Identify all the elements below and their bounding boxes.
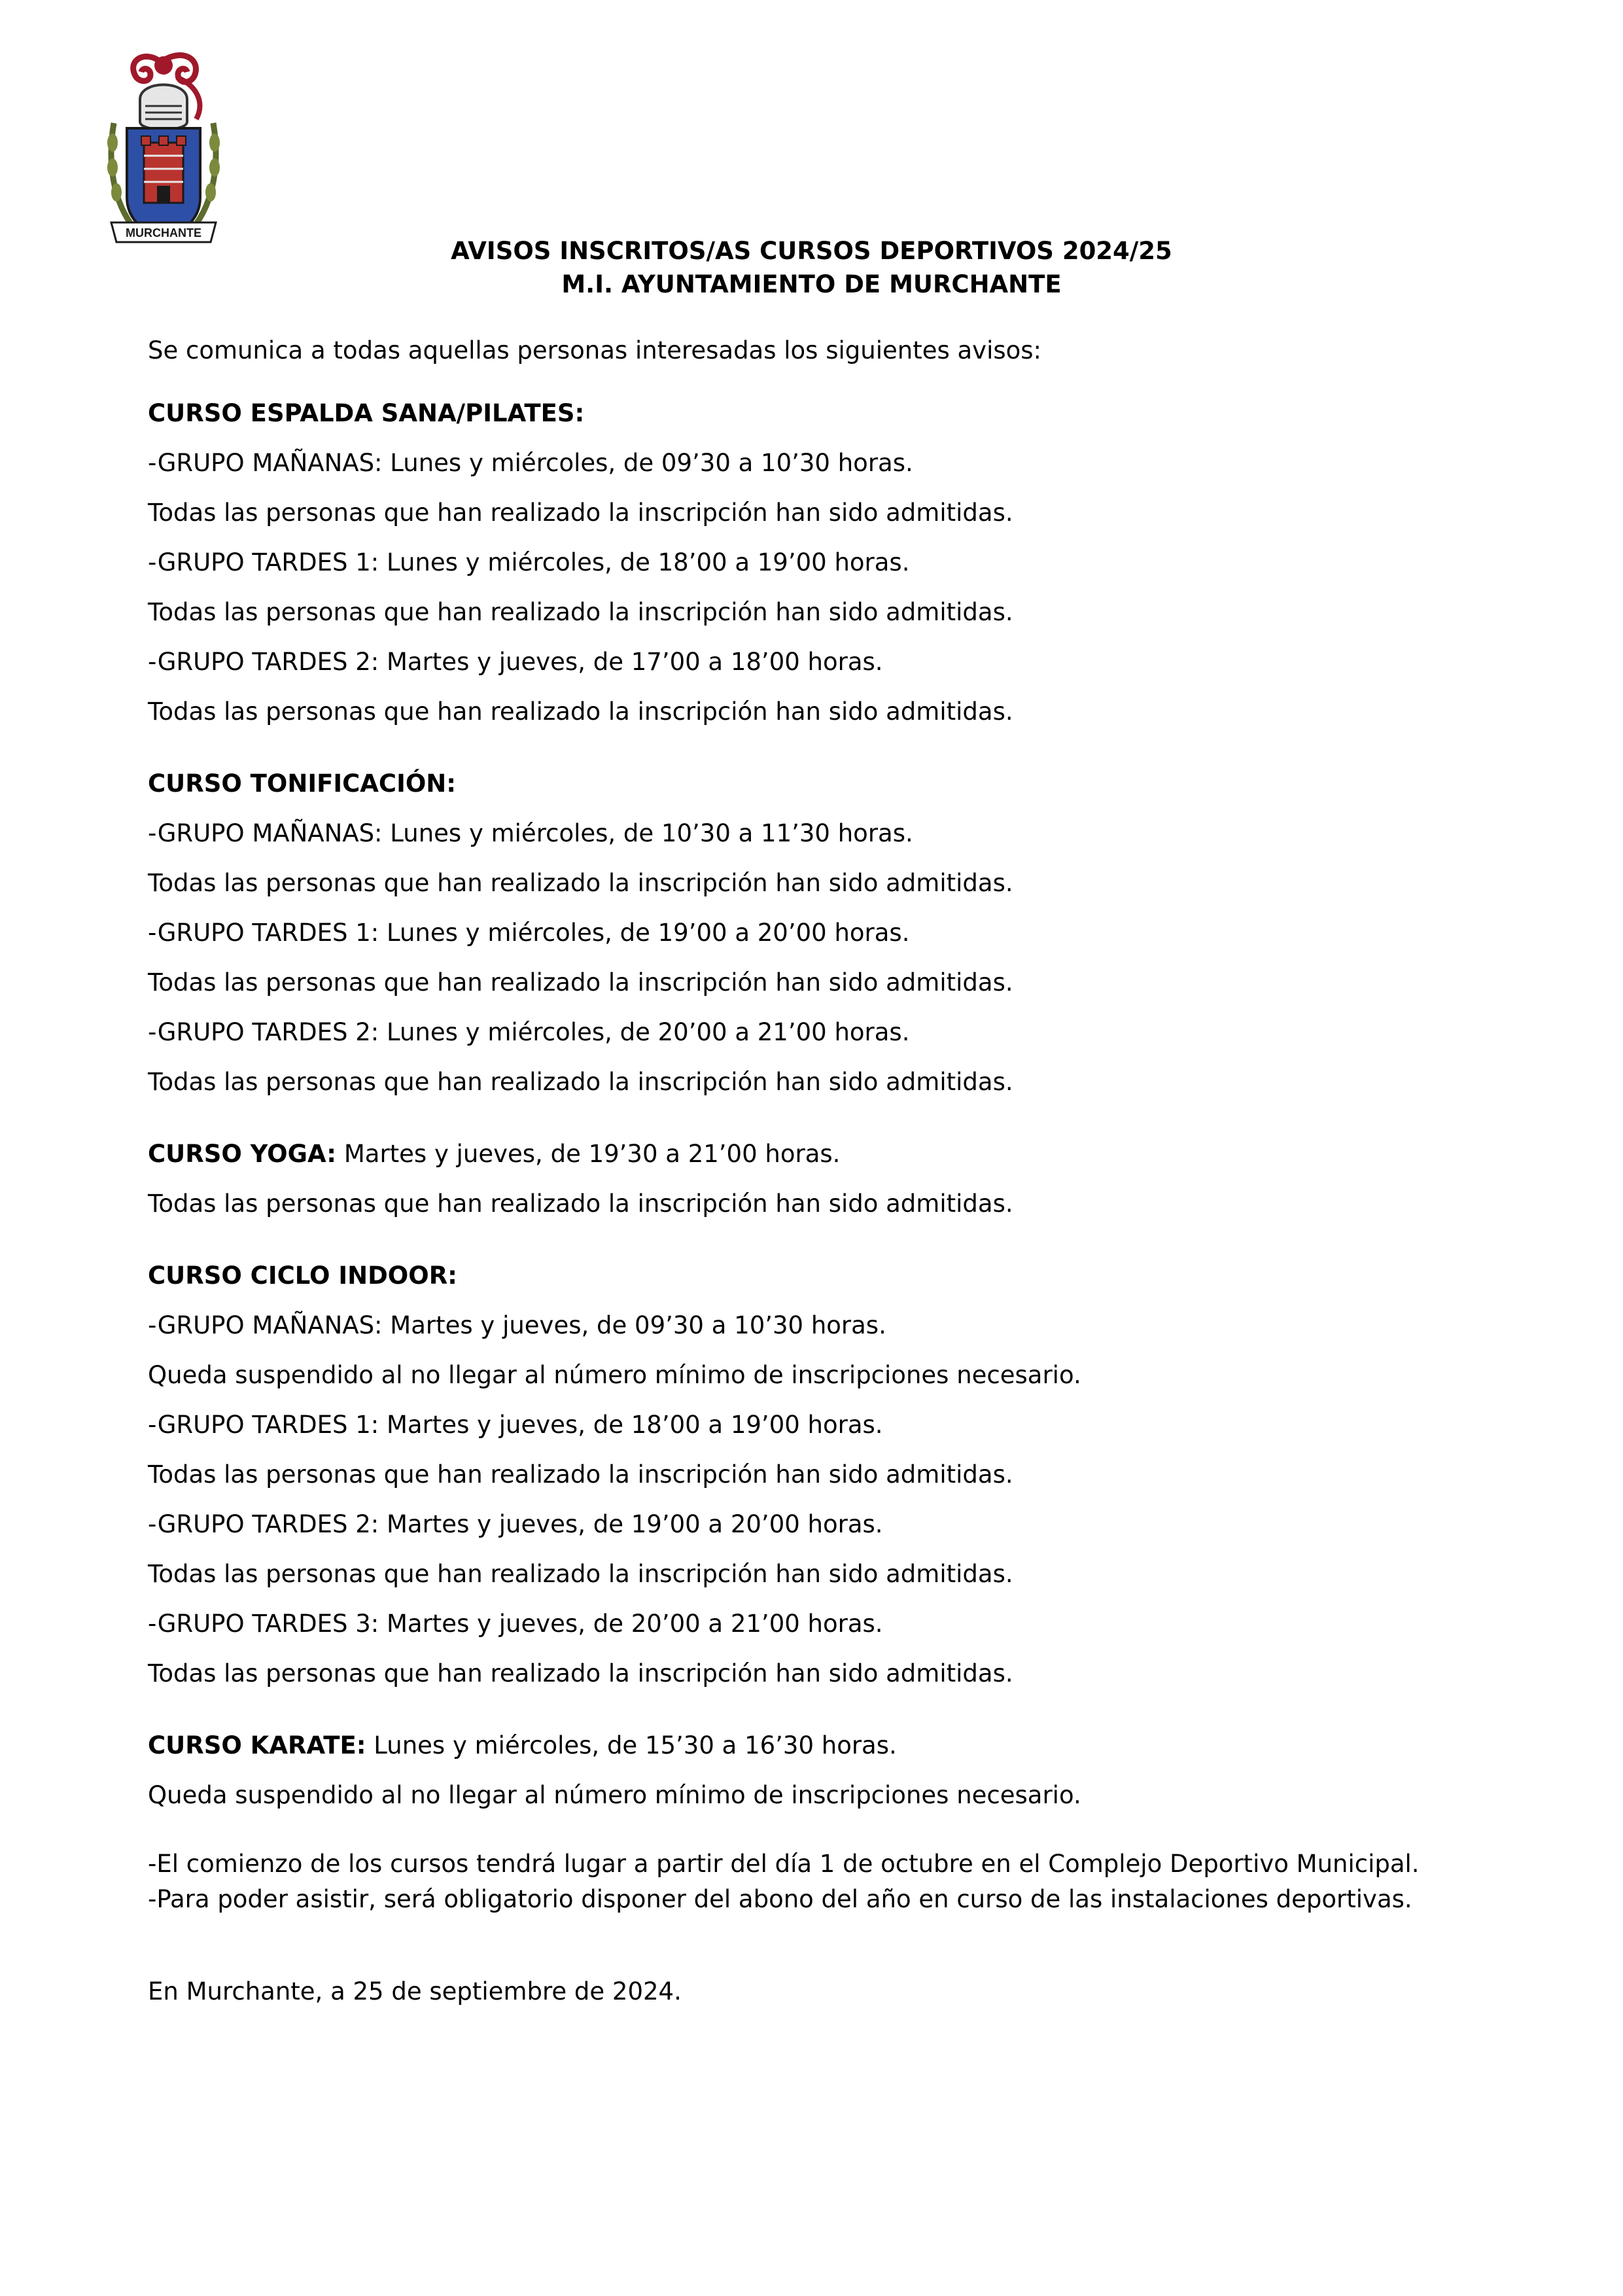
course-heading: CURSO KARATE:: [148, 1731, 366, 1759]
group-status: Todas las personas que han realizado la inscripción han sido admitidas.: [148, 869, 1013, 897]
course-heading-line: [148, 1129, 1522, 1179]
coat-of-arms-logo: [98, 51, 229, 258]
page-subtitle: M.I. AYUNTAMIENTO DE MURCHANTE: [561, 270, 1062, 298]
group-status: Todas las personas que han realizado la inscripción han sido admitidas.: [148, 1460, 1013, 1489]
course-heading: CURSO TONIFICACIÓN:: [148, 769, 457, 798]
page-title: AVISOS INSCRITOS/AS CURSOS DEPORTIVOS 2024/25: [451, 237, 1172, 265]
course-schedule: Martes y jueves, de 19’30 a 21’00 horas.: [336, 1140, 841, 1168]
group-status: Todas las personas que han realizado la inscripción han sido admitidas.: [148, 598, 1013, 626]
group-schedule: -GRUPO TARDES 1: Lunes y miércoles, de 18’00 a 19’00 horas.: [148, 548, 910, 576]
group-schedule: -GRUPO TARDES 1: Martes y jueves, de 18’00 a 19’00 horas.: [148, 1411, 883, 1439]
group-status: Todas las personas que han realizado la inscripción han sido admitidas.: [148, 1068, 1013, 1096]
group-schedule: -GRUPO MAÑANAS: Lunes y miércoles, de 09’30 a 10’30 horas.: [148, 449, 913, 477]
group-schedule: -GRUPO TARDES 1: Lunes y miércoles, de 19’00 a 20’00 horas.: [148, 919, 910, 947]
group-schedule: -GRUPO TARDES 2: Martes y jueves, de 19’00 a 20’00 horas.: [148, 1510, 883, 1538]
group-schedule: -GRUPO TARDES 3: Martes y jueves, de 20’00 a 21’00 horas.: [148, 1610, 883, 1638]
course-karate: [148, 1721, 1522, 1820]
course-heading-line: [148, 1721, 1522, 1771]
group-status: Todas las personas que han realizado la inscripción han sido admitidas.: [148, 1560, 1013, 1588]
document-body: [148, 332, 1522, 2010]
course-status: Queda suspendido al no llegar al número mínimo de inscripciones necesario.: [148, 1781, 1081, 1809]
group-schedule: -GRUPO MAÑANAS: Martes y jueves, de 09’30 a 10’30 horas.: [148, 1311, 886, 1339]
course-yoga: [148, 1129, 1522, 1229]
group-schedule: -GRUPO TARDES 2: Lunes y miércoles, de 20’00 a 21’00 horas.: [148, 1018, 910, 1046]
course-tonificacion: [148, 759, 1522, 1107]
closing-date: En Murchante, a 25 de septiembre de 2024.: [148, 1977, 682, 2005]
course-ciclo-indoor: [148, 1251, 1522, 1699]
course-heading: CURSO YOGA:: [148, 1140, 337, 1168]
group-status: Todas las personas que han realizado la inscripción han sido admitidas.: [148, 499, 1013, 527]
course-status: Todas las personas que han realizado la inscripción han sido admitidas.: [148, 1190, 1013, 1218]
group-status: Todas las personas que han realizado la inscripción han sido admitidas.: [148, 1659, 1013, 1687]
group-status: Todas las personas que han realizado la inscripción han sido admitidas.: [148, 968, 1013, 997]
crest-scroll-text: MURCHANTE: [126, 226, 201, 239]
intro-text: Se comunica a todas aquellas personas interesadas los siguientes avisos:: [148, 336, 1042, 364]
group-schedule: -GRUPO TARDES 2: Martes y jueves, de 17’00 a 18’00 horas.: [148, 648, 883, 676]
group-status: Queda suspendido al no llegar al número mínimo de inscripciones necesario.: [148, 1361, 1081, 1389]
course-heading: CURSO ESPALDA SANA/PILATES:: [148, 399, 585, 427]
group-status: Todas las personas que han realizado la inscripción han sido admitidas.: [148, 698, 1013, 726]
course-espalda-sana-pilates: [148, 389, 1522, 737]
note-start-date: -El comienzo de los cursos tendrá lugar a partir del día 1 de octubre en el Complejo Deportivo Municipal.: [148, 1850, 1420, 1878]
course-heading: CURSO CICLO INDOOR:: [148, 1262, 457, 1290]
notes-section: [148, 1846, 1522, 1917]
group-schedule: -GRUPO MAÑANAS: Lunes y miércoles, de 10’30 a 11’30 horas.: [148, 819, 913, 847]
course-schedule: Lunes y miércoles, de 15’30 a 16’30 horas.: [366, 1731, 897, 1759]
note-requirement: -Para poder asistir, será obligatorio disponer del abono del año en curso de las instalaciones deportivas.: [148, 1885, 1412, 1913]
